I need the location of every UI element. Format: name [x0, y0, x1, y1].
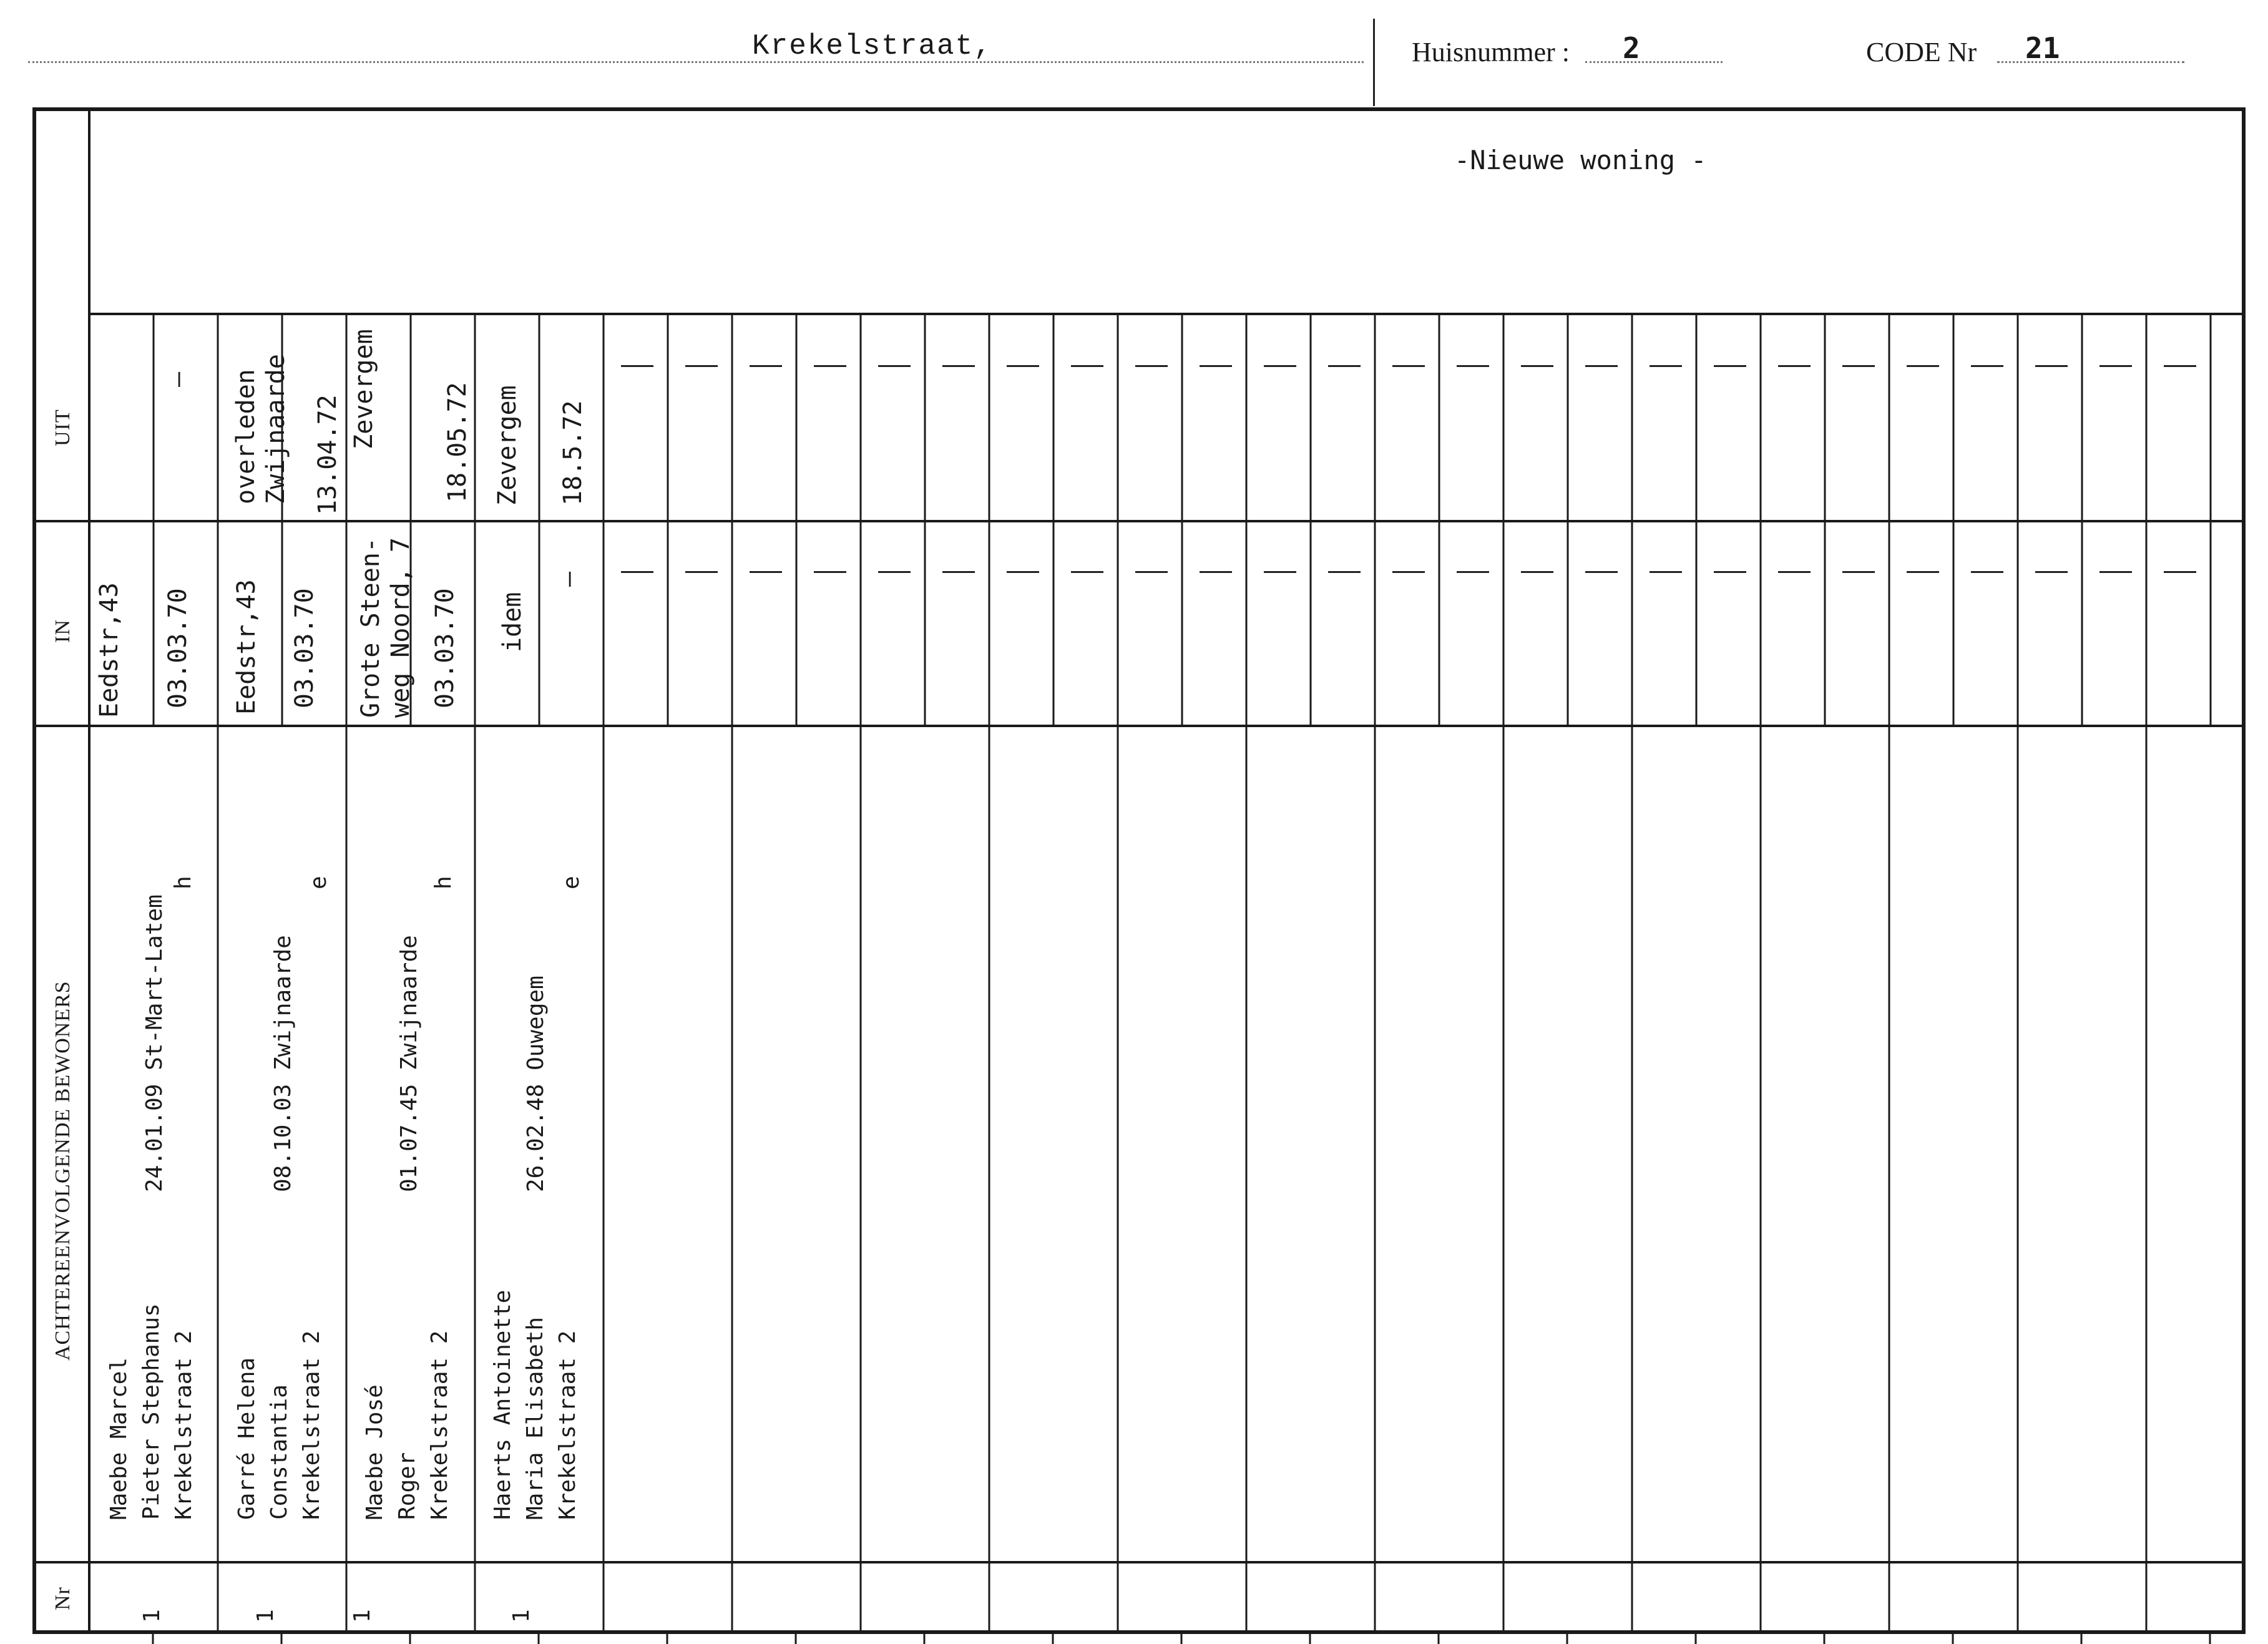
resident-birth: 26.02.48 Ouwegem: [523, 976, 549, 1192]
empty-dash: [1328, 571, 1361, 573]
resident-mark: h: [170, 876, 196, 889]
empty-dash: [1071, 365, 1103, 367]
resident-name: Garré Helena Constantia Krekelstraat 2: [234, 1330, 325, 1520]
empty-dash: [1907, 365, 1939, 367]
empty-dash: [1007, 571, 1039, 573]
empty-dash: [1971, 571, 2003, 573]
resident-mark: e: [559, 876, 584, 889]
resident-nr: 1: [139, 1609, 165, 1623]
resident-birth: 24.01.09 St-Mart-Latem: [142, 894, 167, 1192]
empty-dash: [814, 571, 846, 573]
empty-dash: [2099, 571, 2132, 573]
in-date: 03.03.70: [431, 588, 459, 708]
resident-nr: 1: [253, 1609, 278, 1623]
empty-dash: [685, 571, 718, 573]
empty-dash: [1200, 365, 1232, 367]
empty-dash: [2099, 365, 2132, 367]
empty-dash: [878, 365, 911, 367]
empty-dash: [750, 365, 782, 367]
empty-dash: [1521, 365, 1553, 367]
resident-nr: 1: [509, 1609, 534, 1623]
empty-dash: [1392, 365, 1425, 367]
row-label-uit: UIT: [51, 409, 74, 446]
empty-dash: [1200, 571, 1232, 573]
uit-place: Zevergem: [493, 385, 522, 506]
empty-dash: [750, 571, 782, 573]
row-label-in: IN: [51, 619, 74, 643]
in-place: Eedstr,43: [232, 579, 261, 715]
in-place: Grote Steen- weg Noord, 7: [356, 537, 415, 718]
resident-mark: e: [306, 876, 331, 889]
empty-dash: [1585, 571, 1618, 573]
empty-dash: [1714, 571, 1746, 573]
empty-dash: [1135, 365, 1168, 367]
empty-dash: [1521, 571, 1553, 573]
empty-dash: [1778, 571, 1811, 573]
empty-dash: [1907, 571, 1939, 573]
resident-name: Maebe José Roger Krekelstraat 2: [362, 1330, 452, 1520]
street-name: Krekelstraat,: [752, 30, 992, 62]
empty-dash: [621, 365, 653, 367]
empty-dash: [814, 365, 846, 367]
empty-dash: [1650, 365, 1682, 367]
empty-dash: [1264, 571, 1296, 573]
empty-dash: [1457, 365, 1489, 367]
empty-dash: [1714, 365, 1746, 367]
empty-dash: [1650, 571, 1682, 573]
empty-dash: [1457, 571, 1489, 573]
remark-text: -Nieuwe woning -: [1454, 145, 1707, 175]
empty-dash: [621, 571, 653, 573]
uit-date: 18.05.72: [443, 382, 472, 502]
empty-dash: [1135, 571, 1168, 573]
empty-dash: [2035, 365, 2068, 367]
row-label-nr: Nr: [51, 1587, 74, 1610]
empty-dash: [1842, 571, 1875, 573]
empty-dash: [2035, 571, 2068, 573]
empty-dash: [942, 365, 975, 367]
resident-nr: 1: [349, 1609, 375, 1623]
in-place: Eedstr,43: [95, 582, 124, 718]
empty-dash: [942, 571, 975, 573]
empty-dash: [1264, 365, 1296, 367]
uit-place: overleden Zwijnaarde: [232, 354, 290, 504]
empty-dash: [1392, 571, 1425, 573]
empty-dash: [1585, 365, 1618, 367]
in-date: 03.03.70: [164, 588, 192, 708]
uit-date: —: [164, 371, 192, 387]
in-place: idem: [498, 592, 527, 652]
row-label-residents: ACHTEREENVOLGENDE BEWONERS: [51, 981, 74, 1361]
empty-dash: [2164, 571, 2196, 573]
empty-dash: [1778, 365, 1811, 367]
in-date: 03.03.70: [290, 588, 319, 708]
empty-dash: [1328, 365, 1361, 367]
empty-dash: [878, 571, 911, 573]
resident-birth: 01.07.45 Zwijnaarde: [396, 935, 422, 1192]
code-label: CODE Nr: [1866, 37, 1977, 67]
empty-dash: [2164, 365, 2196, 367]
empty-dash: [1842, 365, 1875, 367]
code-number-value: 21: [2025, 31, 2060, 65]
house-number-label: Huisnummer :: [1412, 37, 1570, 67]
resident-name: Maebe Marcel Pieter Stephanus Krekelstraat 2: [106, 1303, 197, 1520]
in-date: —: [554, 571, 583, 587]
empty-dash: [685, 365, 718, 367]
resident-mark: h: [431, 876, 456, 889]
empty-dash: [1071, 571, 1103, 573]
uit-place: Zevergem: [349, 329, 378, 449]
resident-name: Haerts Antoinette Maria Elisabeth Krekelstraat 2: [490, 1289, 580, 1520]
uit-date: 13.04.72: [313, 394, 342, 515]
empty-dash: [1007, 365, 1039, 367]
house-number-value: 2: [1623, 31, 1640, 65]
empty-dash: [1971, 365, 2003, 367]
uit-date: 18.5.72: [559, 400, 587, 506]
resident-birth: 08.10.03 Zwijnaarde: [270, 935, 296, 1192]
